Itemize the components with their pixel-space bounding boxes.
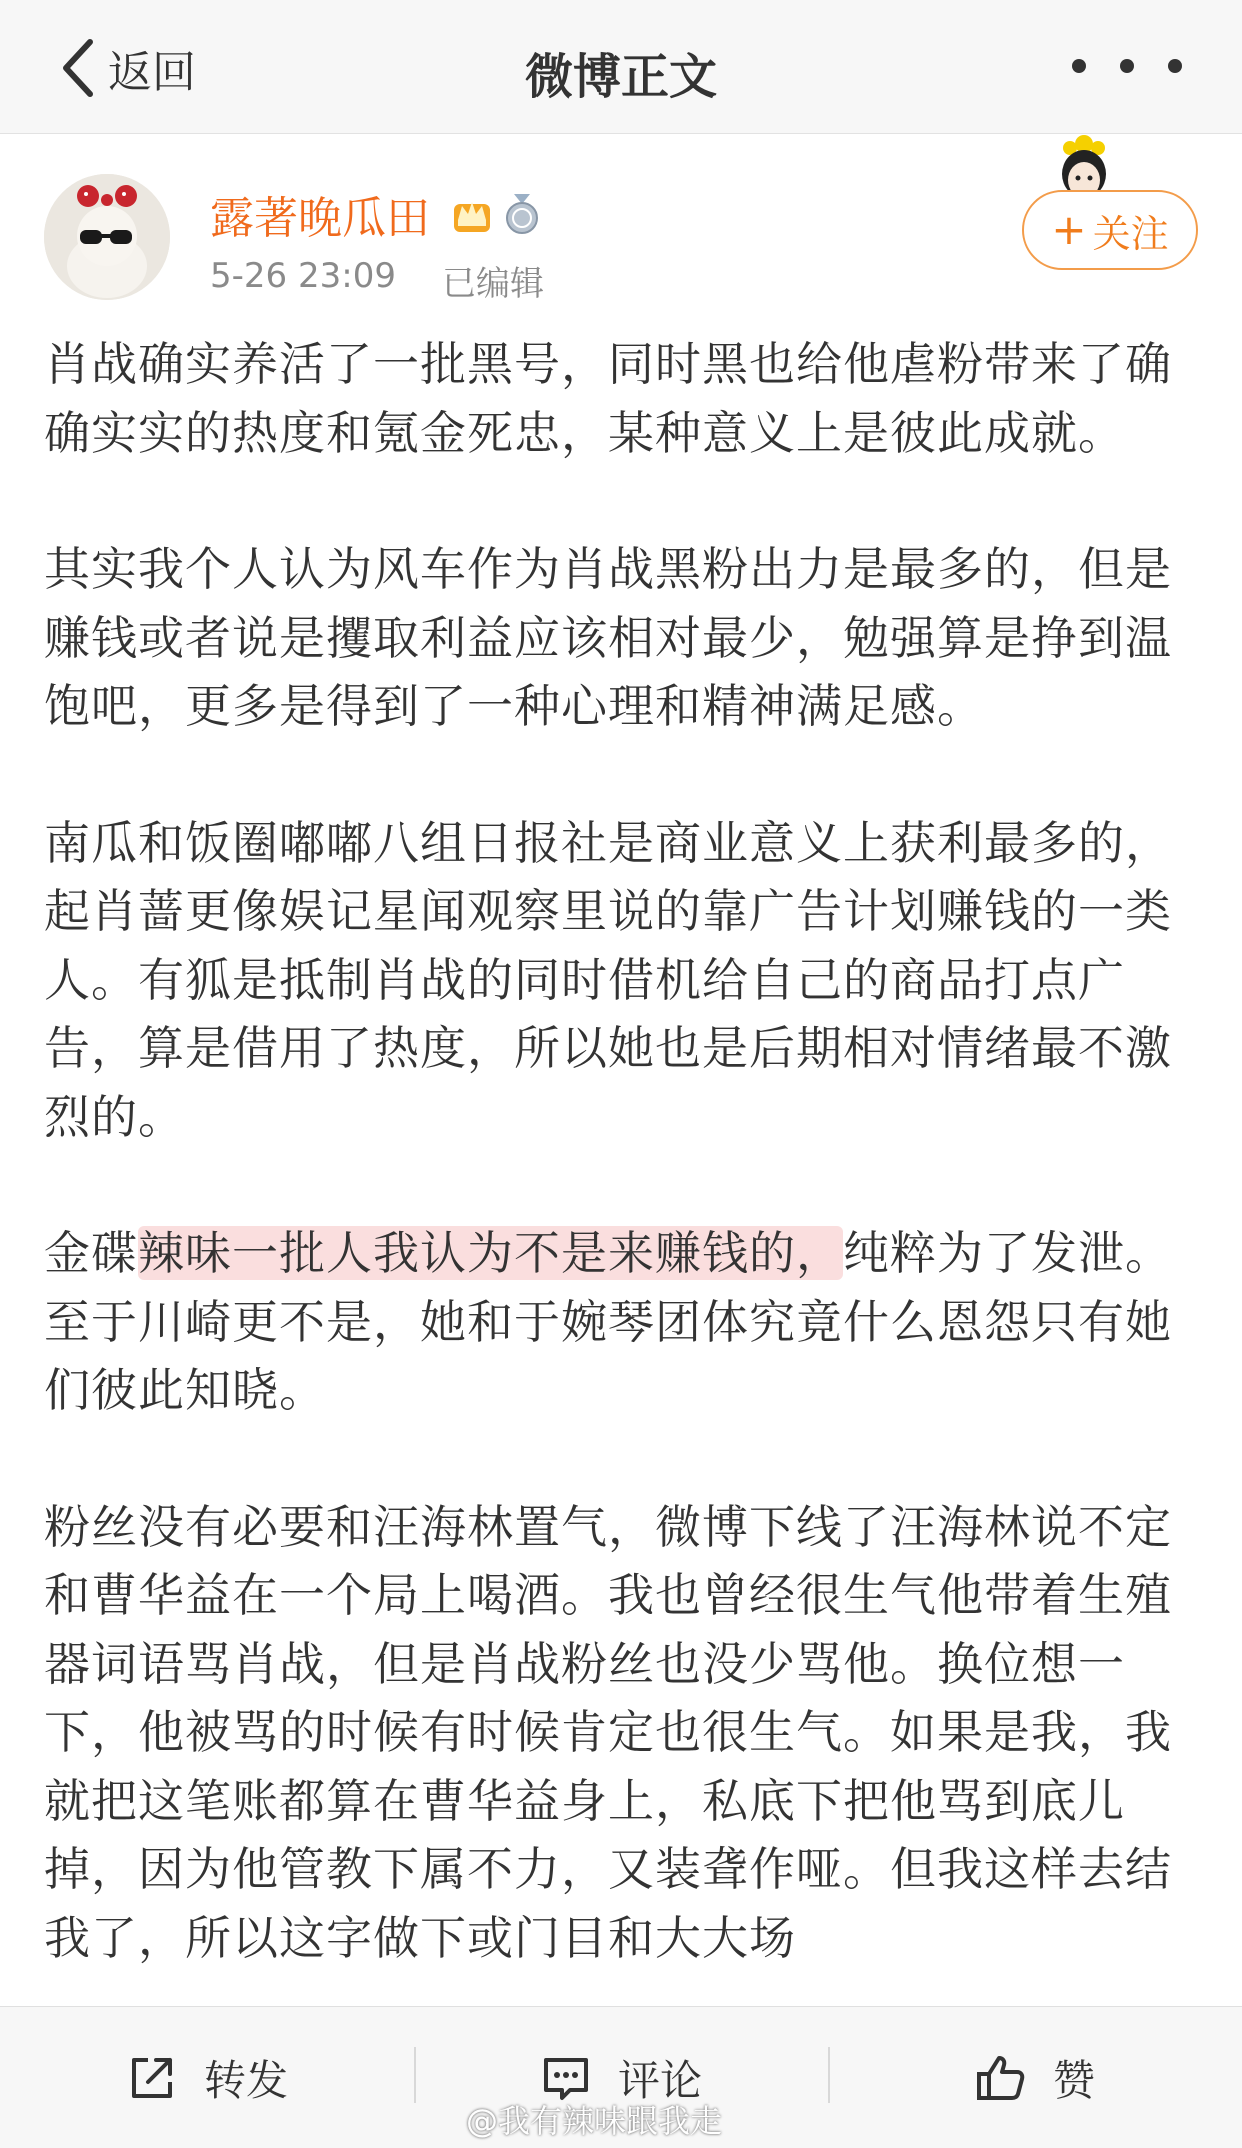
medal-icon bbox=[502, 192, 542, 236]
repost-button[interactable] bbox=[0, 2007, 414, 2148]
back-label: 返回 bbox=[108, 47, 196, 98]
post-time: 5-26 23:09 bbox=[210, 256, 396, 296]
post-paragraph: 肖战确实养活了一批黑号，同时黑也给他虐粉带来了确确实实的热度和氪金死忠，某种意义上是彼此成就。 bbox=[44, 337, 1172, 460]
avatar[interactable] bbox=[44, 174, 170, 300]
post-paragraph: 其实我个人认为风车作为肖战黑粉出力是最多的，但是赚钱或者说是攫取利益应该相对最少，勉强算是挣到温饱吧，更多是得到了一种心理和精神满足感。 bbox=[44, 542, 1172, 733]
post-content bbox=[44, 330, 1204, 2040]
more-dot-icon bbox=[1120, 59, 1134, 73]
comment-label: 评论 bbox=[617, 2055, 702, 2105]
thumbs-up-icon bbox=[975, 2052, 1027, 2104]
repost-label: 转发 bbox=[203, 2055, 288, 2105]
highlighted-text: 辣味一批人我认为不是来赚钱的， bbox=[138, 1226, 843, 1280]
post-paragraph bbox=[44, 1219, 1204, 1425]
plus-icon: + bbox=[1051, 205, 1087, 254]
nav-bar bbox=[0, 0, 1242, 134]
like-button[interactable] bbox=[828, 2007, 1242, 2148]
post-paragraph: 南瓜和饭圈嘟嘟八组日报社是商业意义上获利最多的，起肖蔷更像娱记星闻观察里说的靠广告计划赚钱的一类人。有狐是抵制肖战的同时借机给自己的商品打点广告，算是借用了热度，所以她也是后期相对情绪最不激烈的。 bbox=[44, 815, 1172, 1144]
like-label: 赞 bbox=[1052, 2055, 1095, 2105]
more-dot-icon bbox=[1168, 59, 1182, 73]
post-paragraph: 粉丝没有必要和汪海林置气，微博下线了汪海林说不定和曹华益在一个局上喝酒。我也曾经很生气他带着生殖器词语骂肖战，但是肖战粉丝也没少骂他。换位想一下，他被骂的时候有时候肯定也很生气。如果是我，我就把这笔账都算在曹华益身上，私底下把他骂到底儿掉，因为他管教下属不力，又装聋作哑。但我这样去结我了，所以这字做下或门目和大大场 bbox=[44, 1499, 1172, 1965]
follow-button[interactable] bbox=[1022, 190, 1198, 270]
vip-crown-icon bbox=[450, 194, 494, 234]
author-name[interactable]: 露著晚瓜田 bbox=[210, 193, 430, 244]
text-span: 金碟 bbox=[44, 1226, 138, 1280]
more-options-button[interactable] bbox=[1072, 54, 1182, 78]
share-icon bbox=[126, 2052, 178, 2104]
watermark: @我有辣味跟我走 bbox=[466, 2102, 723, 2140]
avatar-image bbox=[44, 174, 170, 300]
follow-label: 关注 bbox=[1092, 211, 1169, 256]
more-dot-icon bbox=[1072, 59, 1086, 73]
text-span: 纯粹为了发泄。至于川崎更不是，她和于婉琴团体究竟什么恩怨只有她们彼此知晓。 bbox=[44, 1226, 1172, 1417]
author-header bbox=[0, 134, 1242, 314]
edited-tag[interactable]: 已编辑 bbox=[442, 264, 544, 304]
page-title: 微博正文 bbox=[524, 49, 717, 105]
